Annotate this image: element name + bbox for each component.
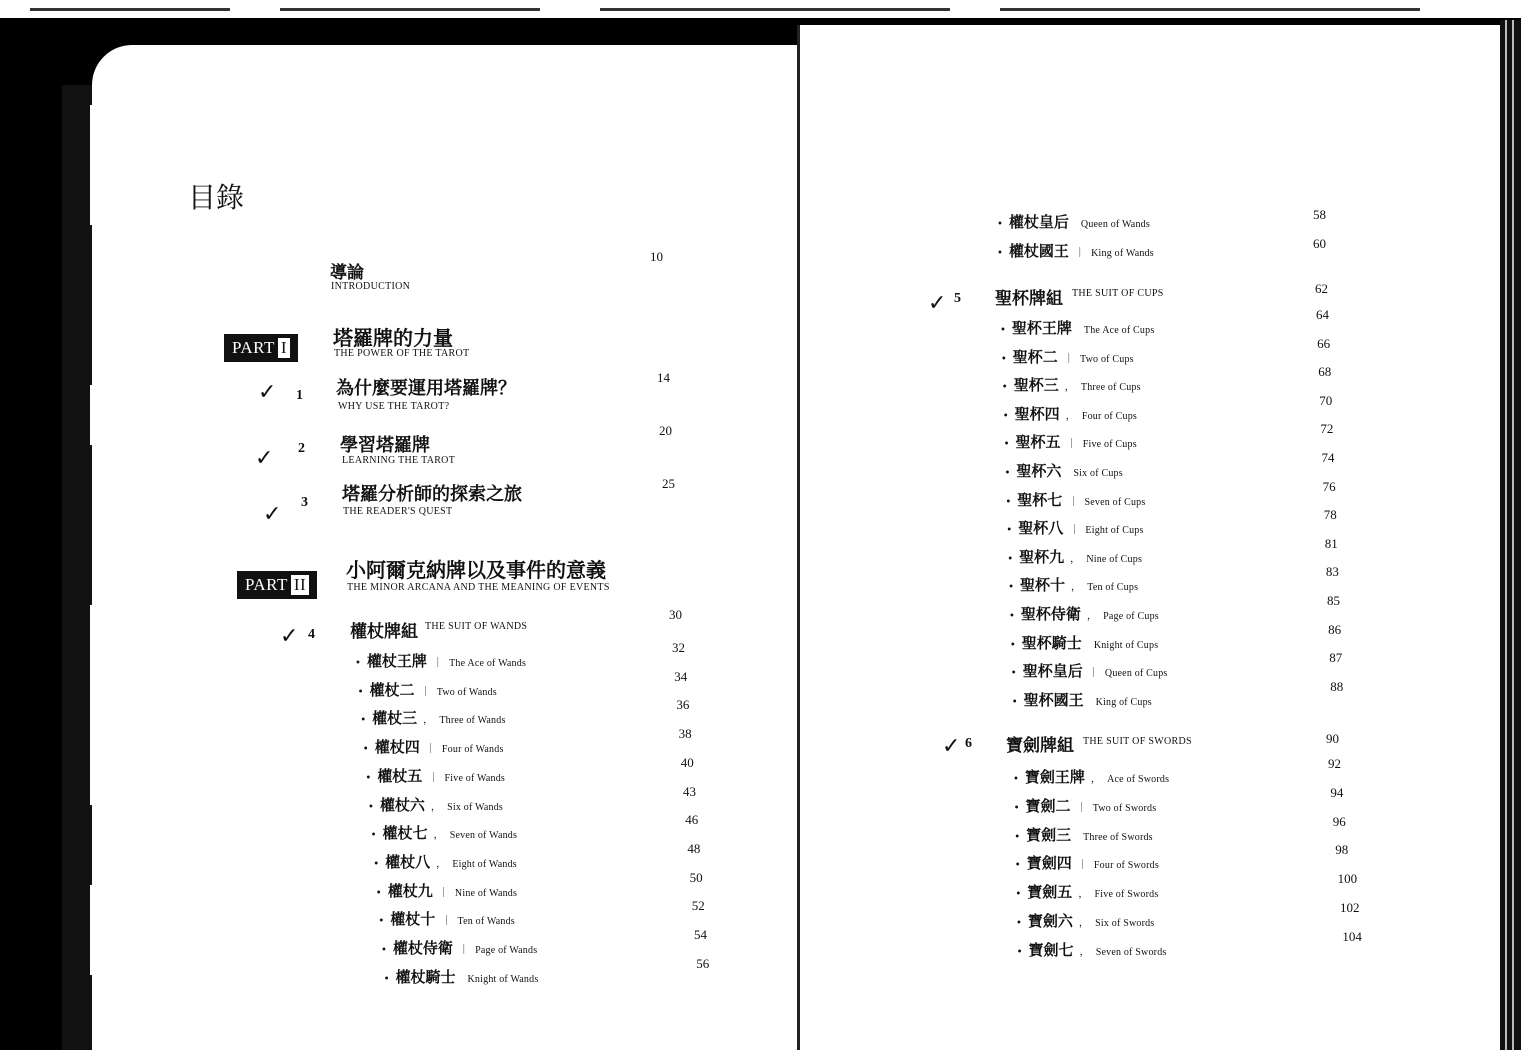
cups-card-page-number: 68 (1318, 364, 1332, 380)
entry-title-en: Three of Cups (1080, 382, 1141, 394)
cups-card-entry (1000, 317, 1154, 338)
entry-separator: ， (1086, 611, 1098, 622)
wands-card-entry (384, 966, 539, 987)
entry-separator: ， (430, 801, 442, 813)
entry-title-en: Seven of Swords (1095, 946, 1167, 958)
entry-bullet: • (1000, 325, 1006, 336)
suit-swords-page: 90 (1326, 731, 1339, 746)
entry-title-en: Two of Wands (436, 686, 497, 698)
entry-title-zh: 寶劍五 (1027, 883, 1073, 902)
entry-separator: ｜ (1066, 439, 1077, 451)
entry-title-zh: 聖杯十 (1020, 576, 1066, 595)
wands-card-page-number: 56 (696, 955, 710, 971)
entry-separator: ｜ (441, 916, 452, 928)
entry-title-zh: 寶劍七 (1028, 940, 1074, 959)
wands-card-page-number: 48 (687, 840, 701, 856)
wands-card-entry (373, 851, 517, 872)
entry-title-en: Five of Wands (444, 772, 506, 784)
entry-title-zh: 寶劍三 (1026, 825, 1072, 844)
cups-card-page-number: 83 (1325, 564, 1339, 580)
wands-card-entry (360, 707, 505, 728)
entry-separator: ｜ (1063, 353, 1075, 365)
entry-bullet: • (1009, 639, 1016, 651)
part-1-badge (224, 334, 298, 362)
entry-title-zh: 權杖侍衛 (392, 939, 453, 957)
entry-title-en: Queen of Wands (1080, 219, 1150, 230)
entry-separator: ， (1064, 382, 1075, 394)
entry-title-en: Eight of Wands (452, 858, 517, 870)
wands-card-entry (378, 908, 515, 929)
swords-card-entry (1014, 795, 1157, 816)
wands-card-page-number: 46 (685, 812, 699, 828)
entry-bullet: • (383, 973, 390, 985)
wands-card-page-number: 54 (694, 927, 707, 942)
entry-title-zh: 聖杯七 (1017, 490, 1063, 509)
swords-card-entry (1014, 824, 1153, 845)
cups-card-entry (1004, 431, 1137, 452)
entry-title-zh: 聖杯國王 (1023, 690, 1084, 709)
entry-title-en: Three of Wands (439, 715, 506, 727)
entry-separator: ｜ (425, 744, 436, 756)
part-1-subtitle: THE POWER OF THE TAROT (334, 348, 470, 359)
entry-bullet: • (1016, 946, 1023, 958)
entry-title-zh: 權杖十 (390, 910, 436, 929)
entry-bullet: • (381, 945, 387, 956)
swords-card-entry (1013, 766, 1169, 787)
cups-card-page-number: 64 (1316, 307, 1329, 322)
entry-title-en: Ace of Swords (1107, 774, 1170, 785)
suit-wands-num: 4 (308, 627, 315, 642)
entry-separator: ， (436, 858, 447, 870)
entry-title-zh: 聖杯八 (1018, 519, 1064, 538)
wands-tail-card-page-number: 60 (1313, 236, 1326, 251)
cups-card-entry (1011, 660, 1168, 681)
entry-title-en: Ten of Wands (457, 916, 515, 928)
entry-title-en: King of Wands (1091, 248, 1154, 259)
wands-card-entry (371, 822, 517, 843)
wands-card-entry (363, 736, 504, 757)
entry-separator: ， (423, 715, 434, 727)
entry-title-en: Page of Cups (1103, 611, 1159, 622)
cups-card-entry (1002, 374, 1141, 395)
entry-title-en: Four of Cups (1081, 410, 1137, 422)
entry-bullet: • (1013, 802, 1020, 814)
entry-title-zh: 權杖二 (369, 680, 415, 699)
wands-card-entry (365, 765, 505, 786)
swords-card-page-number: 92 (1328, 756, 1341, 771)
entry-separator: ｜ (1076, 802, 1087, 814)
entry-separator: ， (1071, 582, 1082, 594)
entry-bullet: • (1007, 553, 1014, 565)
swords-card-page-number: 102 (1340, 900, 1360, 915)
wands-card-page-number: 52 (691, 898, 705, 914)
entry-bullet: • (1010, 668, 1017, 680)
entry-separator: ， (1065, 410, 1076, 422)
entry-separator: ｜ (1074, 248, 1086, 259)
wands-card-entry (368, 794, 503, 815)
entry-bullet: • (1003, 439, 1010, 451)
entry-title-zh: 聖杯侍衛 (1020, 605, 1081, 623)
suit-cups-num: 5 (954, 291, 961, 306)
entry-separator: ｜ (1068, 496, 1079, 508)
entry-title-zh: 聖杯騎士 (1021, 633, 1082, 652)
entry-title-zh: 權杖六 (379, 795, 425, 814)
entry-bullet: • (1004, 468, 1011, 479)
chapter-2-page: 20 (659, 423, 672, 438)
chapter-3-check: ✓ (263, 502, 282, 527)
wands-card-page-number: 32 (672, 640, 685, 655)
entry-title-zh: 權杖八 (385, 852, 431, 871)
entry-title-en: Six of Cups (1073, 468, 1123, 479)
wands-card-entry (355, 650, 526, 671)
entry-title-en: The Ace of Wands (449, 658, 527, 669)
entry-title-en: King of Cups (1095, 696, 1152, 708)
cups-card-entry (1007, 546, 1142, 567)
entry-bullet: • (375, 887, 382, 899)
suit-cups-title: 聖杯牌組 (995, 289, 1063, 309)
wands-card-page-number: 36 (676, 697, 690, 713)
part-2-subtitle: THE MINOR ARCANA AND THE MEANING OF EVENTS (347, 582, 610, 593)
toc-title: 目錄 (188, 181, 245, 214)
cups-card-page-number: 86 (1328, 621, 1342, 637)
suit-swords-subtitle: THE SUIT OF SWORDS (1083, 736, 1192, 747)
entry-bullet: • (365, 772, 372, 784)
entry-separator: ， (1070, 553, 1081, 565)
entry-title-zh: 聖杯王牌 (1011, 319, 1072, 337)
entry-title-zh: 權杖三 (372, 709, 418, 728)
wands-card-entry (381, 937, 537, 958)
swords-card-page-number: 98 (1335, 842, 1349, 858)
entry-separator: ， (1078, 889, 1089, 901)
suit-wands-page: 30 (669, 607, 682, 622)
entry-bullet: • (373, 858, 380, 870)
entry-title-en: Six of Wands (447, 801, 503, 813)
entry-separator: ｜ (428, 772, 439, 784)
entry-title-en: Seven of Cups (1084, 496, 1146, 508)
chapter-3-page: 25 (662, 476, 675, 491)
entry-separator: ｜ (1088, 668, 1099, 680)
entry-title-zh: 權杖王牌 (366, 652, 427, 670)
cups-card-entry (1010, 632, 1158, 653)
entry-title-zh: 聖杯二 (1012, 347, 1058, 366)
entry-bullet: • (378, 916, 385, 928)
swords-card-entry (1015, 881, 1158, 902)
entry-title-zh: 聖杯六 (1016, 462, 1062, 480)
entry-bullet: • (997, 219, 1003, 230)
entry-title-en: Knight of Wands (467, 973, 539, 985)
cups-card-entry (1001, 346, 1134, 367)
entry-title-zh: 聖杯四 (1014, 404, 1060, 423)
cups-card-entry (1005, 460, 1123, 481)
suit-cups-page: 62 (1315, 281, 1328, 296)
entry-bullet: • (360, 715, 367, 727)
entry-title-zh: 寶劍六 (1027, 912, 1073, 930)
entry-separator: ｜ (438, 887, 449, 899)
entry-bullet: • (368, 801, 374, 813)
chapter-2-check: ✓ (255, 446, 274, 471)
entry-title-en: Ten of Cups (1087, 582, 1139, 594)
entry-title-zh: 聖杯五 (1015, 433, 1061, 452)
entry-title-en: Two of Cups (1080, 353, 1134, 365)
cups-card-entry (1009, 603, 1159, 624)
chapter-1-title: 為什麼要運用塔羅牌？ (336, 378, 516, 399)
entry-title-en: The Ace of Cups (1083, 325, 1155, 336)
entry-title-en: Nine of Wands (454, 887, 518, 899)
wands-card-entry (358, 679, 497, 700)
entry-bullet: • (1000, 353, 1007, 365)
entry-title-zh: 寶劍二 (1025, 796, 1071, 815)
entry-bullet: • (1006, 525, 1013, 537)
cups-card-page-number: 72 (1320, 421, 1334, 437)
entry-bullet: • (370, 830, 377, 842)
cups-card-page-number: 85 (1327, 593, 1340, 608)
entry-separator: ， (433, 830, 444, 842)
wands-card-page-number: 34 (674, 668, 688, 684)
cups-card-entry (1003, 403, 1137, 424)
swords-card-page-number: 94 (1330, 784, 1344, 800)
swords-card-entry (1017, 939, 1167, 960)
cups-card-entry (1005, 489, 1145, 510)
wands-card-page-number: 40 (680, 754, 694, 770)
entry-bullet: • (997, 248, 1003, 259)
wands-tail-card-entry (997, 211, 1150, 232)
chapter-3-num: 3 (301, 495, 308, 510)
entry-bullet: • (362, 744, 369, 756)
cups-card-page-number: 70 (1319, 392, 1333, 408)
part-1-badge-label: PART (232, 338, 275, 357)
entry-title-en: Five of Swords (1094, 889, 1159, 901)
entry-title-zh: 權杖九 (387, 881, 433, 900)
cups-card-entry (1008, 574, 1138, 595)
entry-title-en: Three of Swords (1083, 831, 1153, 843)
part-2-badge-label: PART (245, 575, 288, 594)
entry-bullet: • (1014, 860, 1021, 872)
part-2-badge-num: II (291, 575, 309, 595)
entry-bullet: • (1011, 696, 1018, 708)
wands-tail-card-page-number: 58 (1313, 207, 1326, 222)
entry-title-en: Four of Wands (441, 744, 504, 756)
chapter-1-subtitle: WHY USE THE TAROT? (338, 401, 450, 412)
chapter-2-title: 學習塔羅牌 (340, 435, 430, 456)
swords-card-entry (1016, 910, 1154, 931)
swords-card-page-number: 96 (1332, 813, 1346, 829)
entry-title-zh: 權杖五 (377, 766, 423, 785)
swords-card-entry (1015, 852, 1159, 873)
cups-card-page-number: 76 (1322, 478, 1336, 494)
entry-bullet: • (1005, 496, 1012, 508)
entry-title-zh: 聖杯皇后 (1022, 662, 1083, 681)
entry-bullet: • (355, 658, 361, 669)
wands-card-entry (376, 880, 517, 901)
cups-card-page-number: 66 (1317, 335, 1331, 351)
wands-tail-card-entry (997, 240, 1154, 261)
entry-title-en: Nine of Cups (1086, 553, 1143, 565)
intro-page: 10 (650, 249, 663, 264)
part-1-title: 塔羅牌的力量 (333, 326, 453, 350)
cups-card-entry (1012, 689, 1152, 710)
entry-bullet: • (1009, 611, 1015, 622)
entry-title-en: Seven of Wands (449, 830, 518, 842)
entry-bullet: • (1013, 774, 1019, 785)
cups-card-page-number: 81 (1324, 535, 1338, 551)
entry-separator: ｜ (458, 945, 470, 956)
entry-title-zh: 聖杯九 (1019, 547, 1065, 566)
suit-wands-check: ✓ (280, 624, 299, 649)
entry-title-en: Six of Swords (1095, 918, 1155, 929)
cups-card-entry (1006, 517, 1143, 538)
part-1-badge-num: I (278, 338, 290, 358)
entry-title-en: Five of Cups (1082, 439, 1137, 451)
entry-bullet: • (1002, 410, 1009, 422)
chapter-2-subtitle: LEARNING THE TAROT (342, 455, 456, 466)
chapter-3-subtitle: THE READER'S QUEST (343, 506, 453, 517)
cups-card-page-number: 74 (1321, 450, 1335, 465)
entry-separator: ， (1090, 774, 1102, 785)
wands-card-page-number: 50 (689, 869, 703, 885)
entry-title-zh: 權杖四 (374, 738, 420, 757)
entry-separator: ｜ (1077, 860, 1088, 872)
part-2-badge (237, 571, 317, 599)
wands-card-page-number: 38 (678, 726, 692, 742)
entry-title-zh: 寶劍王牌 (1024, 768, 1085, 786)
entry-title-zh: 權杖七 (382, 824, 428, 843)
intro-subtitle: INTRODUCTION (331, 281, 411, 292)
scan-top-strip (0, 0, 1521, 20)
cups-card-page-number: 78 (1323, 507, 1337, 523)
entry-separator: ｜ (420, 686, 431, 698)
entry-bullet: • (1001, 382, 1008, 394)
intro-title: 導論 (330, 263, 364, 283)
chapter-1-check: ✓ (258, 380, 277, 405)
entry-title-zh: 聖杯三 (1013, 376, 1059, 395)
entry-title-zh: 寶劍四 (1026, 854, 1072, 873)
wands-card-page-number: 43 (683, 783, 696, 799)
entry-bullet: • (1016, 918, 1022, 929)
chapter-1-page: 14 (657, 370, 670, 385)
cups-card-page-number: 88 (1330, 678, 1344, 694)
suit-swords-title: 寶劍牌組 (1006, 736, 1074, 756)
entry-title-en: Four of Swords (1093, 860, 1159, 872)
entry-title-en: Page of Wands (475, 945, 538, 956)
entry-separator: ， (1078, 918, 1090, 929)
suit-cups-check: ✓ (928, 291, 947, 316)
suit-wands-subtitle: THE SUIT OF WANDS (425, 621, 528, 632)
entry-bullet: • (1015, 889, 1022, 901)
suit-swords-check: ✓ (942, 734, 961, 759)
book-edge-right (1500, 20, 1521, 1050)
entry-title-zh: 權杖皇后 (1008, 213, 1069, 231)
part-2-title: 小阿爾克納牌以及事件的意義 (346, 558, 606, 582)
swords-card-page-number: 104 (1342, 928, 1362, 944)
entry-title-zh: 權杖國王 (1008, 242, 1069, 260)
entry-bullet: • (357, 686, 364, 698)
entry-separator: ， (1079, 946, 1090, 958)
entry-separator: ｜ (1069, 525, 1080, 537)
entry-title-zh: 權杖騎士 (395, 967, 456, 986)
suit-cups-subtitle: THE SUIT OF CUPS (1072, 288, 1164, 299)
cups-card-page-number: 87 (1329, 650, 1343, 666)
chapter-1-num: 1 (296, 388, 303, 403)
swords-card-page-number: 100 (1337, 871, 1358, 887)
entry-title-en: Two of Swords (1092, 802, 1157, 814)
chapter-3-title: 塔羅分析師的探索之旅 (342, 484, 522, 505)
suit-swords-num: 6 (965, 736, 972, 751)
chapter-2-num: 2 (298, 441, 305, 456)
entry-title-en: Queen of Cups (1104, 668, 1168, 680)
entry-separator: ｜ (432, 658, 444, 669)
entry-title-en: Knight of Cups (1093, 639, 1159, 651)
entry-bullet: • (1008, 582, 1014, 594)
entry-title-en: Eight of Cups (1085, 525, 1144, 537)
suit-wands-title: 權杖牌組 (350, 622, 418, 642)
entry-bullet: • (1014, 831, 1021, 843)
